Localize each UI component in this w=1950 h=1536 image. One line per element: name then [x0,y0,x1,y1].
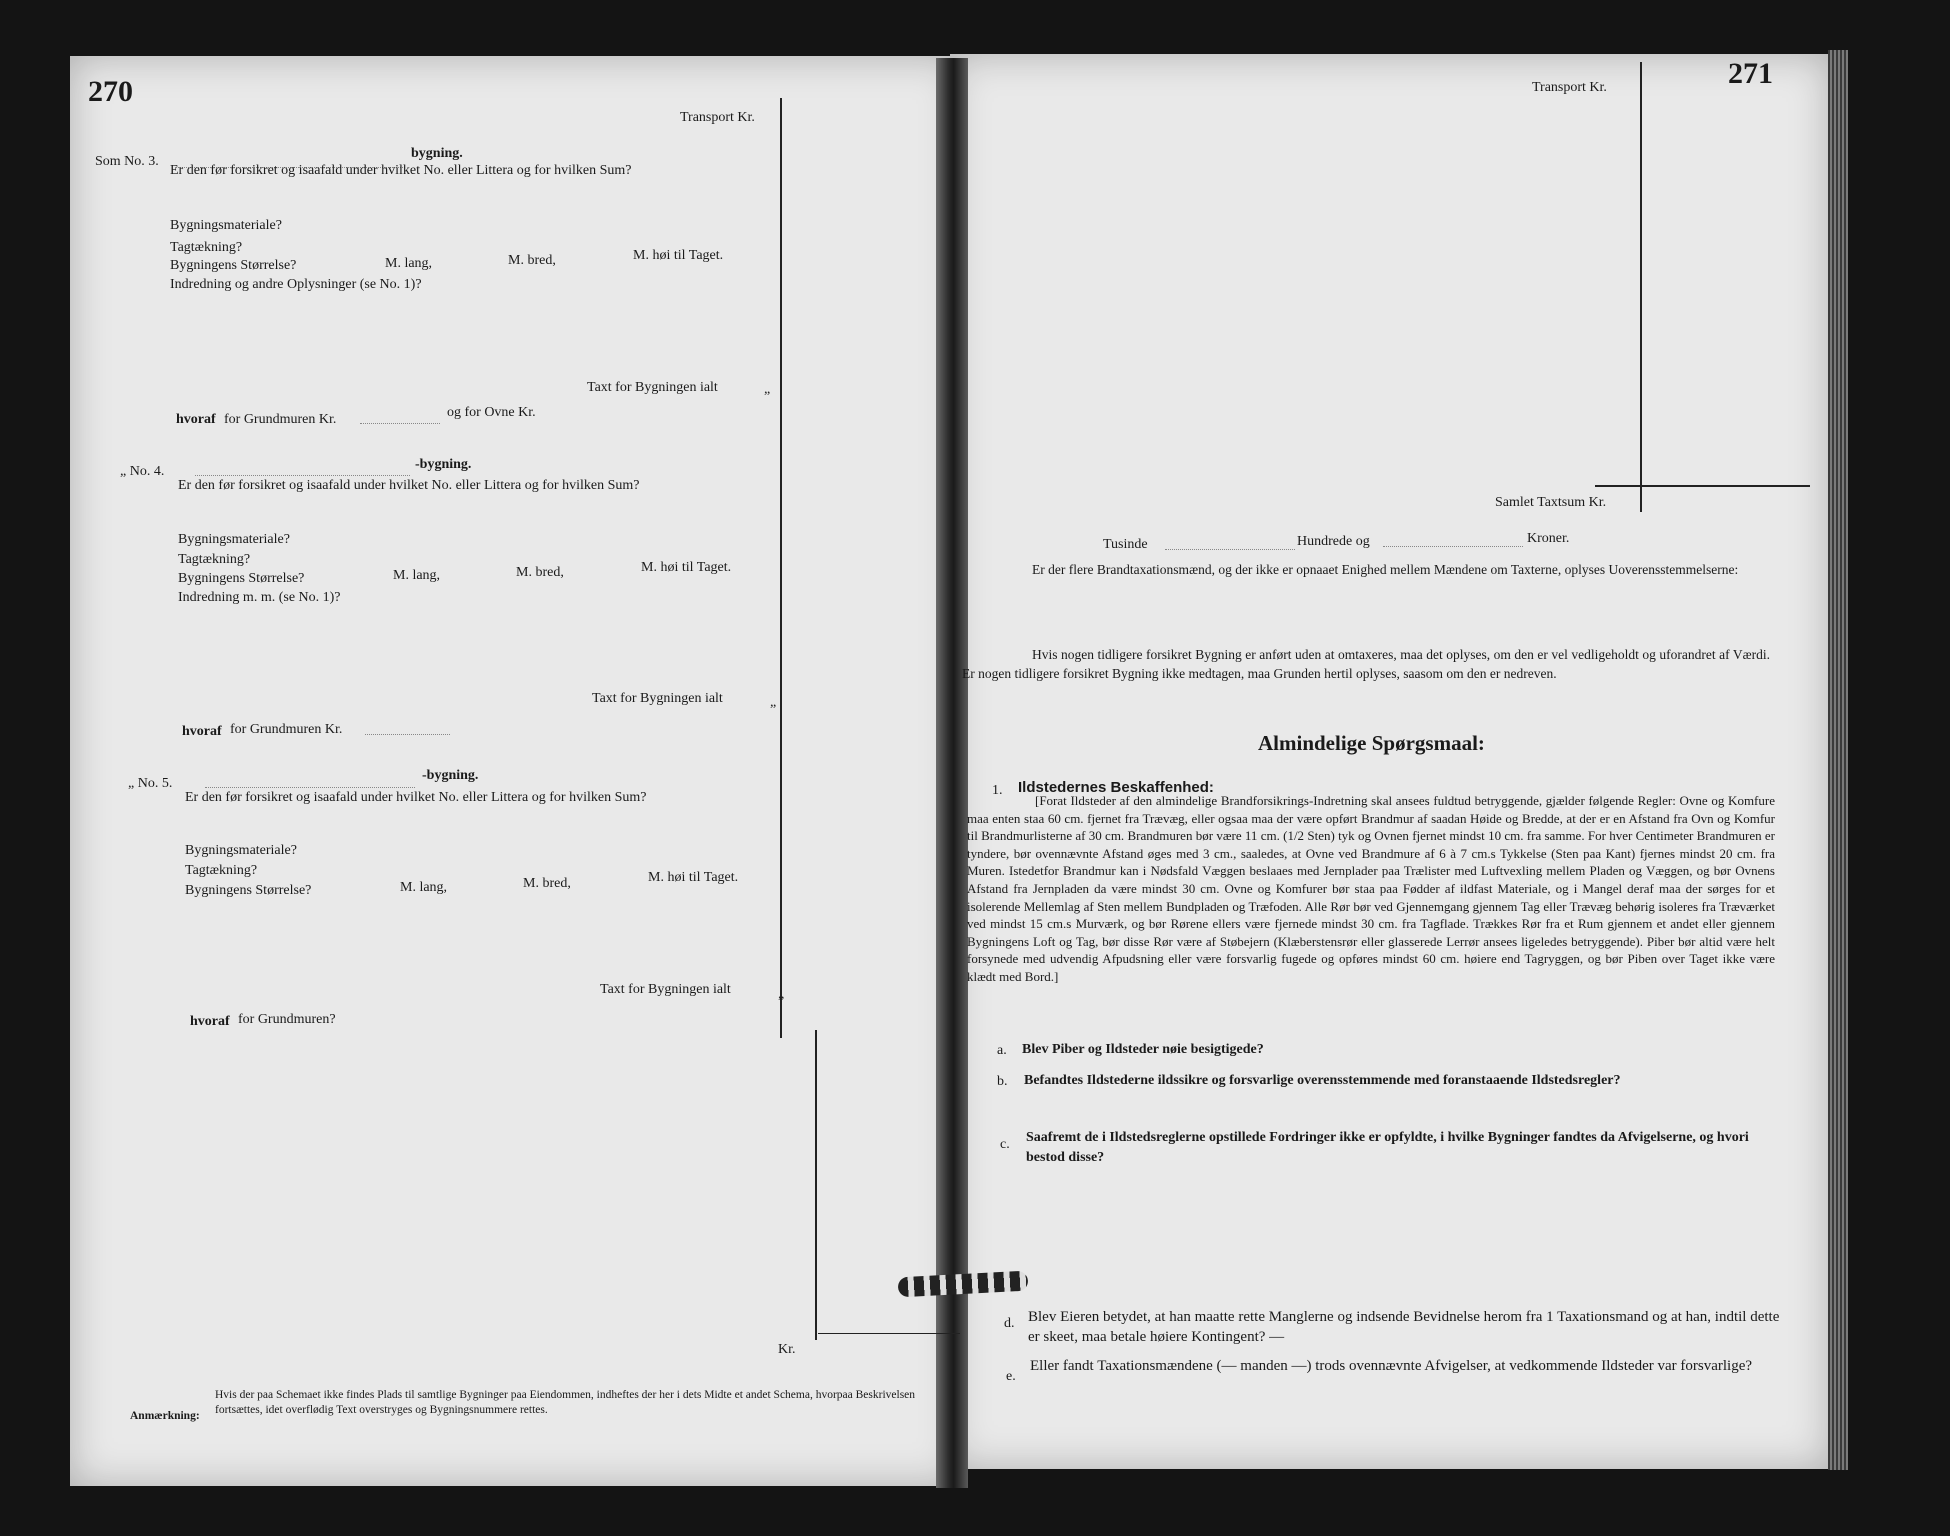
section-4-interior: Indredning m. m. (se No. 1)? [178,590,341,605]
samlet-total-line [1595,485,1810,487]
section-3-m-hoi: M. høi til Taget. [633,248,724,263]
section-5-m-hoi: M. høi til Taget. [648,870,739,885]
section-5-taxt-label: Taxt for Bygningen ialt [600,982,731,997]
section-5-material: Bygningsmateriale? [185,843,297,858]
question-a-text: Blev Piber og Ildsteder nøie besigtigede? [1022,1042,1264,1057]
section-5-m-lang: M. lang, [400,880,448,895]
section-3-grundmuren-blank [360,422,440,424]
section-4-name-blank [195,474,410,476]
note-text: Hvis der paa Schemaet ikke findes Plads til samtlige Bygninger paa Eiendommen, indheftes der her i dets Midte et andet Schema, hvorpaa Beskrivelsen fortsættes, idet overflødig Text overstryges og Bygningsnummere rettes. [215,1389,916,1416]
section-4-m-bred: M. bred, [516,565,564,580]
hundrede-label: Hundrede og [1297,534,1370,549]
section-4-building-label: -bygning. [415,457,472,472]
section-5-heading: „ No. 5. [128,776,173,791]
tusinde-blank [1165,548,1295,550]
section-3-m-bred: M. bred, [508,253,556,268]
section-4-size-label: Bygningens Størrelse? [178,571,305,586]
transport-label-right: Transport Kr. [1532,80,1607,95]
section-3-size-label: Bygningens Størrelse? [170,258,297,273]
samlet-label: Samlet Taxtsum Kr. [1495,495,1607,510]
item-1-number: 1. [992,783,1003,798]
question-d-letter: d. [1004,1316,1015,1331]
section-3-ovne: og for Ovne Kr. [447,405,536,420]
right-page [950,54,1830,1469]
section-3-building-label: bygning. [411,146,463,161]
section-3-taxt-label: Taxt for Bygningen ialt [587,380,718,395]
question-b-letter: b. [997,1074,1008,1089]
section-4-material: Bygningsmateriale? [178,532,290,547]
tidligere-text: Hvis nogen tidligere forsikret Bygning er anført uden at omtaxeres, maa det oplyses, om den er vel vedligeholdt og uforandret af Værdi. Er nogen tidligere forsikret Bygning ikke medtagen, maa Grunden hertil oplyses, saasom om den er nedreven. [962,647,1770,681]
section-5-grundmuren: for Grundmuren? [238,1012,336,1027]
question-d-text: Blev Eieren betydet, at han maatte rette Manglerne og indsende Bevidnelse herom fra 1 Taxationsmand og at han, indtil dette er skeet, maa betale høiere Kontingent? — [1028,1309,1780,1345]
page-number-right: 271 [1728,57,1773,90]
question-c-letter: c. [1000,1137,1010,1152]
hundrede-blank [1383,545,1523,547]
question-e-text: Eller fandt Taxationsmændene (— manden —) trods ovennævnte Afvigelser, at vedkommende Ildsteder var forsvarlige? [1030,1358,1753,1374]
section-4-question: Er den før forsikret og isaafald under hvilket No. eller Littera og for hvilken Sum? [178,478,640,493]
section-4-m-lang: M. lang, [393,568,441,583]
section-4-heading: „ No. 4. [120,464,165,479]
section-4-taxt-mark: „ [770,695,777,710]
section-3-grundmuren: for Grundmuren Kr. [224,412,337,427]
question-c-text: Saafremt de i Ildstedsreglerne opstillede Fordringer ikke er opfyldte, i hvilke Bygninger fandtes da Afvigelserne, og hvori bestod disse? [1026,1130,1749,1165]
section-5-building-label: -bygning. [422,768,479,783]
question-a-letter: a. [997,1043,1007,1058]
section-5-question: Er den før forsikret og isaafald under hvilket No. eller Littera og for hvilken Sum? [185,790,647,805]
section-5-name-blank [205,786,415,788]
kroner-label: Kroner. [1527,531,1570,546]
section-4-hvoraf: hvoraf [182,724,222,739]
column-rule-lower [815,1030,817,1340]
page-number-left: 270 [88,75,133,108]
section-3-material: Bygningsmateriale? [170,218,282,233]
section-3-hvoraf: hvoraf [176,412,216,427]
section-5-m-bred: M. bred, [523,876,571,891]
section-4-grundmuren-blank [365,733,450,735]
section-3-heading: Som No. 3. [95,154,159,169]
kr-total-line [818,1333,960,1334]
section-3-question: Er den før forsikret og isaafald under hvilket No. eller Littera og for hvilken Sum? [170,163,632,178]
regler-text: [Forat Ildsteder af den almindelige Brandforsikrings-Indretning skal ansees fuldtud betryggende, gjælder følgende Regler: Ovne og Komfure maa enten staa 60 cm. fjernet fra Trævæg, eller ogsaa maa der være opført Brandmur af saadan Høide og Bredde, at der er en Afstand fra Ovn og Komfur til Brandmurlisterne af 30 cm. Brandmuren bør være 11 cm. (1/2 Sten) tyk og Ovnen fjernet mindst 10 cm. fra samme. For hver Centimeter Brandmuren er tyndere, bør ovennævnte Afstand øges med 3 cm., saaledes, at Ovne ved Brandmure af 6 à 7 cm.s Tykkelse (Sten paa Kant) fjernes mindst 20 cm. fra Muren. Istedetfor Brandmur kan i Nødsfald Væggen beslaaes med Jernplader paa Trælister med Luftvexling mellem Pladen og Væggen, og bør Ovnens Afstand fra Jernpladen da være mindst 30 cm. Ovne og Komfurer bør staa paa Fødder af ildfast Materiale, og i Mangel deraf maa der sørges for et isolerende Mellemlag af Sten mellem Bundpladen og Træfoden. Alle Rør bør ved Gjennemgang gjennem Tag eller Trævæg behørig isoleres fra Træværket ved mindst 15 cm.s Murværk, og bør Rørene ellers være fjernede mindst 30 cm. fra Tagflade. Trækkes Rør fra et Rum gjennem et andet eller gjennem Bygningens Loft og Tag, bør disse Rør være af Støbejern (Klæberstensrør eller glasserede Lerrør ansees ligeledes betryggende). Piber bør altid være helt forsynede med udvendig Afpudsning eller være forsvarlig fugede og opføres mindst 60 cm. høiere end Tagryggen, og bør Piben over Taget ikke være klædt med Bord.] [967,793,1775,984]
section-4-grundmuren: for Grundmuren Kr. [230,722,343,737]
question-e-letter: e. [1006,1369,1016,1384]
uoverens-text: Er der flere Brandtaxationsmænd, og der ikke er opnaaet Enighed mellem Mændene om Taxterne, oplyses Uoverensstemmelserne: [1032,562,1739,577]
question-b-text: Befandtes Ildstederne ildssikre og forsvarlige overensstemmende med foranstaaende Ildstedsregler? [1024,1073,1621,1088]
section-3-taxt-mark: „ [764,382,771,397]
tusinde-label: Tusinde [1103,537,1148,552]
section-3-roofing: Tagtækning? [170,240,243,255]
section-4-roofing: Tagtækning? [178,552,251,567]
item-1-title: Ildstedernes Beskaffenhed: [1018,779,1214,796]
section-5-size-label: Bygningens Størrelse? [185,883,312,898]
right-column-rule [1640,62,1642,512]
transport-label-left: Transport Kr. [680,110,755,125]
general-questions-heading: Almindelige Spørgsmaal: [1258,731,1485,755]
page-edges [1828,50,1848,1470]
column-rule-upper [778,98,785,1038]
section-4-taxt-label: Taxt for Bygningen ialt [592,691,723,706]
note-label: Anmærkning: [130,1410,200,1422]
section-3-interior: Indredning og andre Oplysninger (se No. 1)? [170,277,422,292]
section-5-taxt-mark: „ [778,987,785,1002]
section-5-hvoraf: hvoraf [190,1014,230,1029]
section-4-m-hoi: M. høi til Taget. [641,560,732,575]
section-3-m-lang: M. lang, [385,256,433,271]
kr-label-left: Kr. [778,1342,796,1357]
section-5-roofing: Tagtækning? [185,863,258,878]
